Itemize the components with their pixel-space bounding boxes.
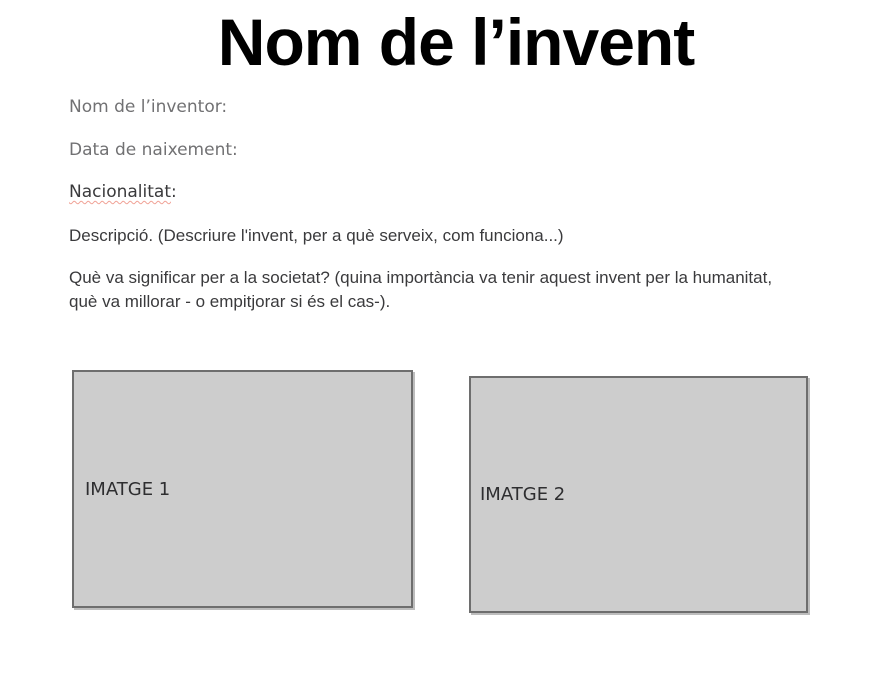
field-birth-date: Data de naixement: <box>69 139 238 160</box>
significance-paragraph: Què va significar per a la societat? (quina importància va tenir aquest invent per la humanitat, què va millorar - o empitjorar si és el cas-). <box>69 268 773 311</box>
field-inventor-name: Nom de l’inventor: <box>69 97 228 117</box>
page-title: Nom de l’invent <box>217 5 695 79</box>
nationality-misspelled-word: Nacionalitat <box>69 182 171 202</box>
description-paragraph: Descripció. (Descriure l'invent, per a què serveix, com funciona...) <box>69 225 564 245</box>
image-placeholder-2[interactable] <box>469 376 808 613</box>
image-placeholder-label: IMATGE 2 <box>480 484 566 505</box>
document-body <box>69 96 787 332</box>
image-placeholder-1[interactable] <box>72 370 413 608</box>
image-placeholder-label: IMATGE 1 <box>85 478 171 500</box>
field-nationality <box>69 181 787 205</box>
nationality-colon: : <box>171 182 177 202</box>
